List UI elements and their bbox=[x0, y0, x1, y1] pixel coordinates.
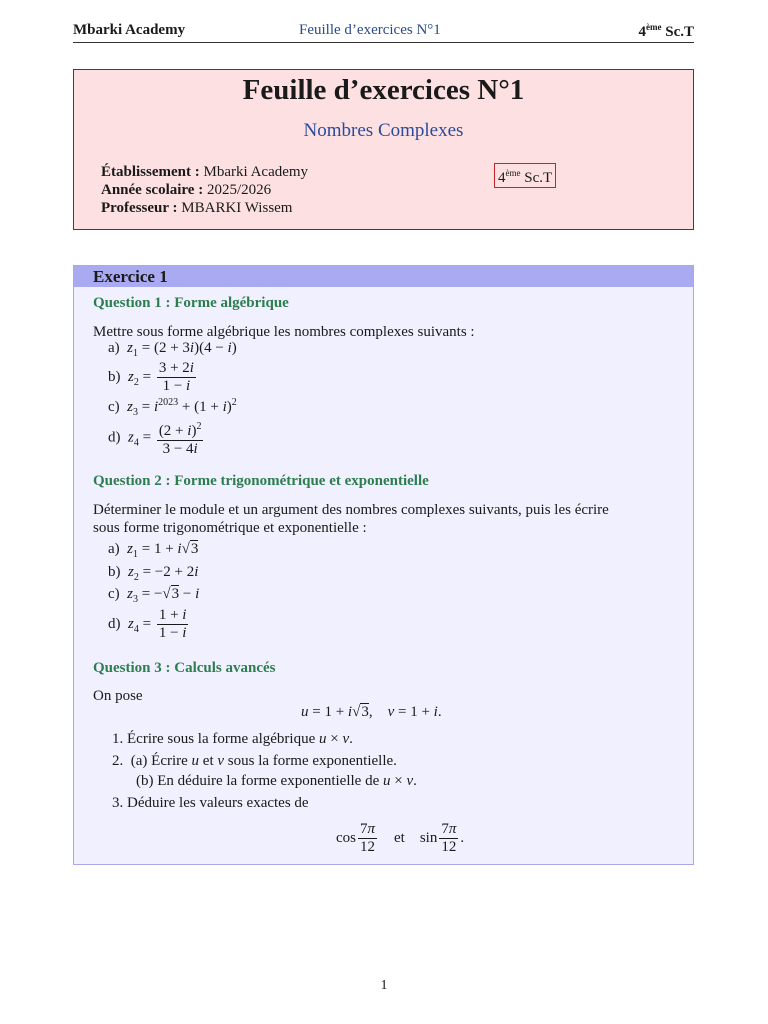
q3-step-2a: 2. (a) Écrire u et v sous la forme exponentielle. bbox=[112, 753, 397, 769]
q3-step-3: 3. Déduire les valeurs exactes de bbox=[112, 795, 309, 811]
q3-step-1: 1. Écrire sous la forme algébrique u × v. bbox=[112, 731, 353, 747]
page-title: Feuille d’exercices N°1 bbox=[242, 74, 525, 106]
page-subtitle: Nombres Complexes bbox=[303, 120, 464, 141]
exercise-header bbox=[74, 266, 693, 287]
question-2-intro-line1: Déterminer le module et un argument des nombres complexes suivants, puis les écrire bbox=[93, 502, 609, 518]
page-header bbox=[73, 20, 694, 43]
q1-item-c: c) $z_3 = i^{2023} + (1 + i)^2$ bbox=[108, 397, 237, 418]
q1-item-d: d) $z_4$ = $\frac{(2 + i)^2}{3 - 4i}$ bbox=[108, 418, 205, 458]
question-2-title: Question 2 : Forme trigonométrique et exponentielle bbox=[93, 473, 429, 489]
q2-item-b: b) $z_2 = -2 + 2i$ bbox=[108, 564, 199, 583]
header-right: 4ème Sc.T bbox=[638, 22, 694, 40]
title-box bbox=[73, 69, 694, 230]
annee-line: Année scolaire : 2025/2026 bbox=[101, 182, 272, 198]
exercise-box bbox=[73, 265, 694, 865]
q3-definition: u = 1 + i√3, v = 1 + i. bbox=[301, 704, 442, 720]
professeur-line: Professeur : MBARKI Wissem bbox=[101, 200, 293, 216]
question-3-title: Question 3 : Calculs avancés bbox=[93, 660, 276, 676]
question-2-intro-line2: sous forme trigonométrique et exponentielle : bbox=[93, 520, 367, 536]
q1-item-a: a) $z_1 = (2 + 3i)(4 - i)$ bbox=[108, 340, 237, 359]
q2-item-d: d) $z_4$ = $\frac{1 + i}{1 - i}$ bbox=[108, 607, 187, 641]
class-badge: 4ème Sc.T bbox=[494, 163, 556, 188]
q2-item-c: c) $z_3 = -√3 - i$ bbox=[108, 586, 200, 605]
exercise-title: Exercice 1 bbox=[93, 267, 168, 286]
question-3-intro: On pose bbox=[93, 688, 143, 704]
header-center: Feuille d’exercices N°1 bbox=[299, 22, 441, 38]
question-1-title: Question 1 : Forme algébrique bbox=[93, 295, 289, 311]
question-1-intro: Mettre sous forme algébrique les nombres complexes suivants : bbox=[93, 324, 475, 340]
q3-cos-sin: cos $\frac{7\pi}{12}$ et sin $\frac{7\pi}{12}$ . bbox=[336, 821, 465, 855]
header-left: Mbarki Academy bbox=[73, 22, 186, 38]
q2-item-a: a) $z_1 = 1 + i√3$ bbox=[108, 541, 199, 560]
q3-step-2b: (b) En déduire la forme exponentielle de u × v. bbox=[136, 773, 417, 789]
etablissement-line: Établissement : Mbarki Academy bbox=[101, 164, 309, 180]
page-number: 1 bbox=[380, 978, 388, 993]
q1-item-b: b) $z_2$ = $\frac{3 + 2i}{1 - i}$ bbox=[108, 360, 194, 394]
